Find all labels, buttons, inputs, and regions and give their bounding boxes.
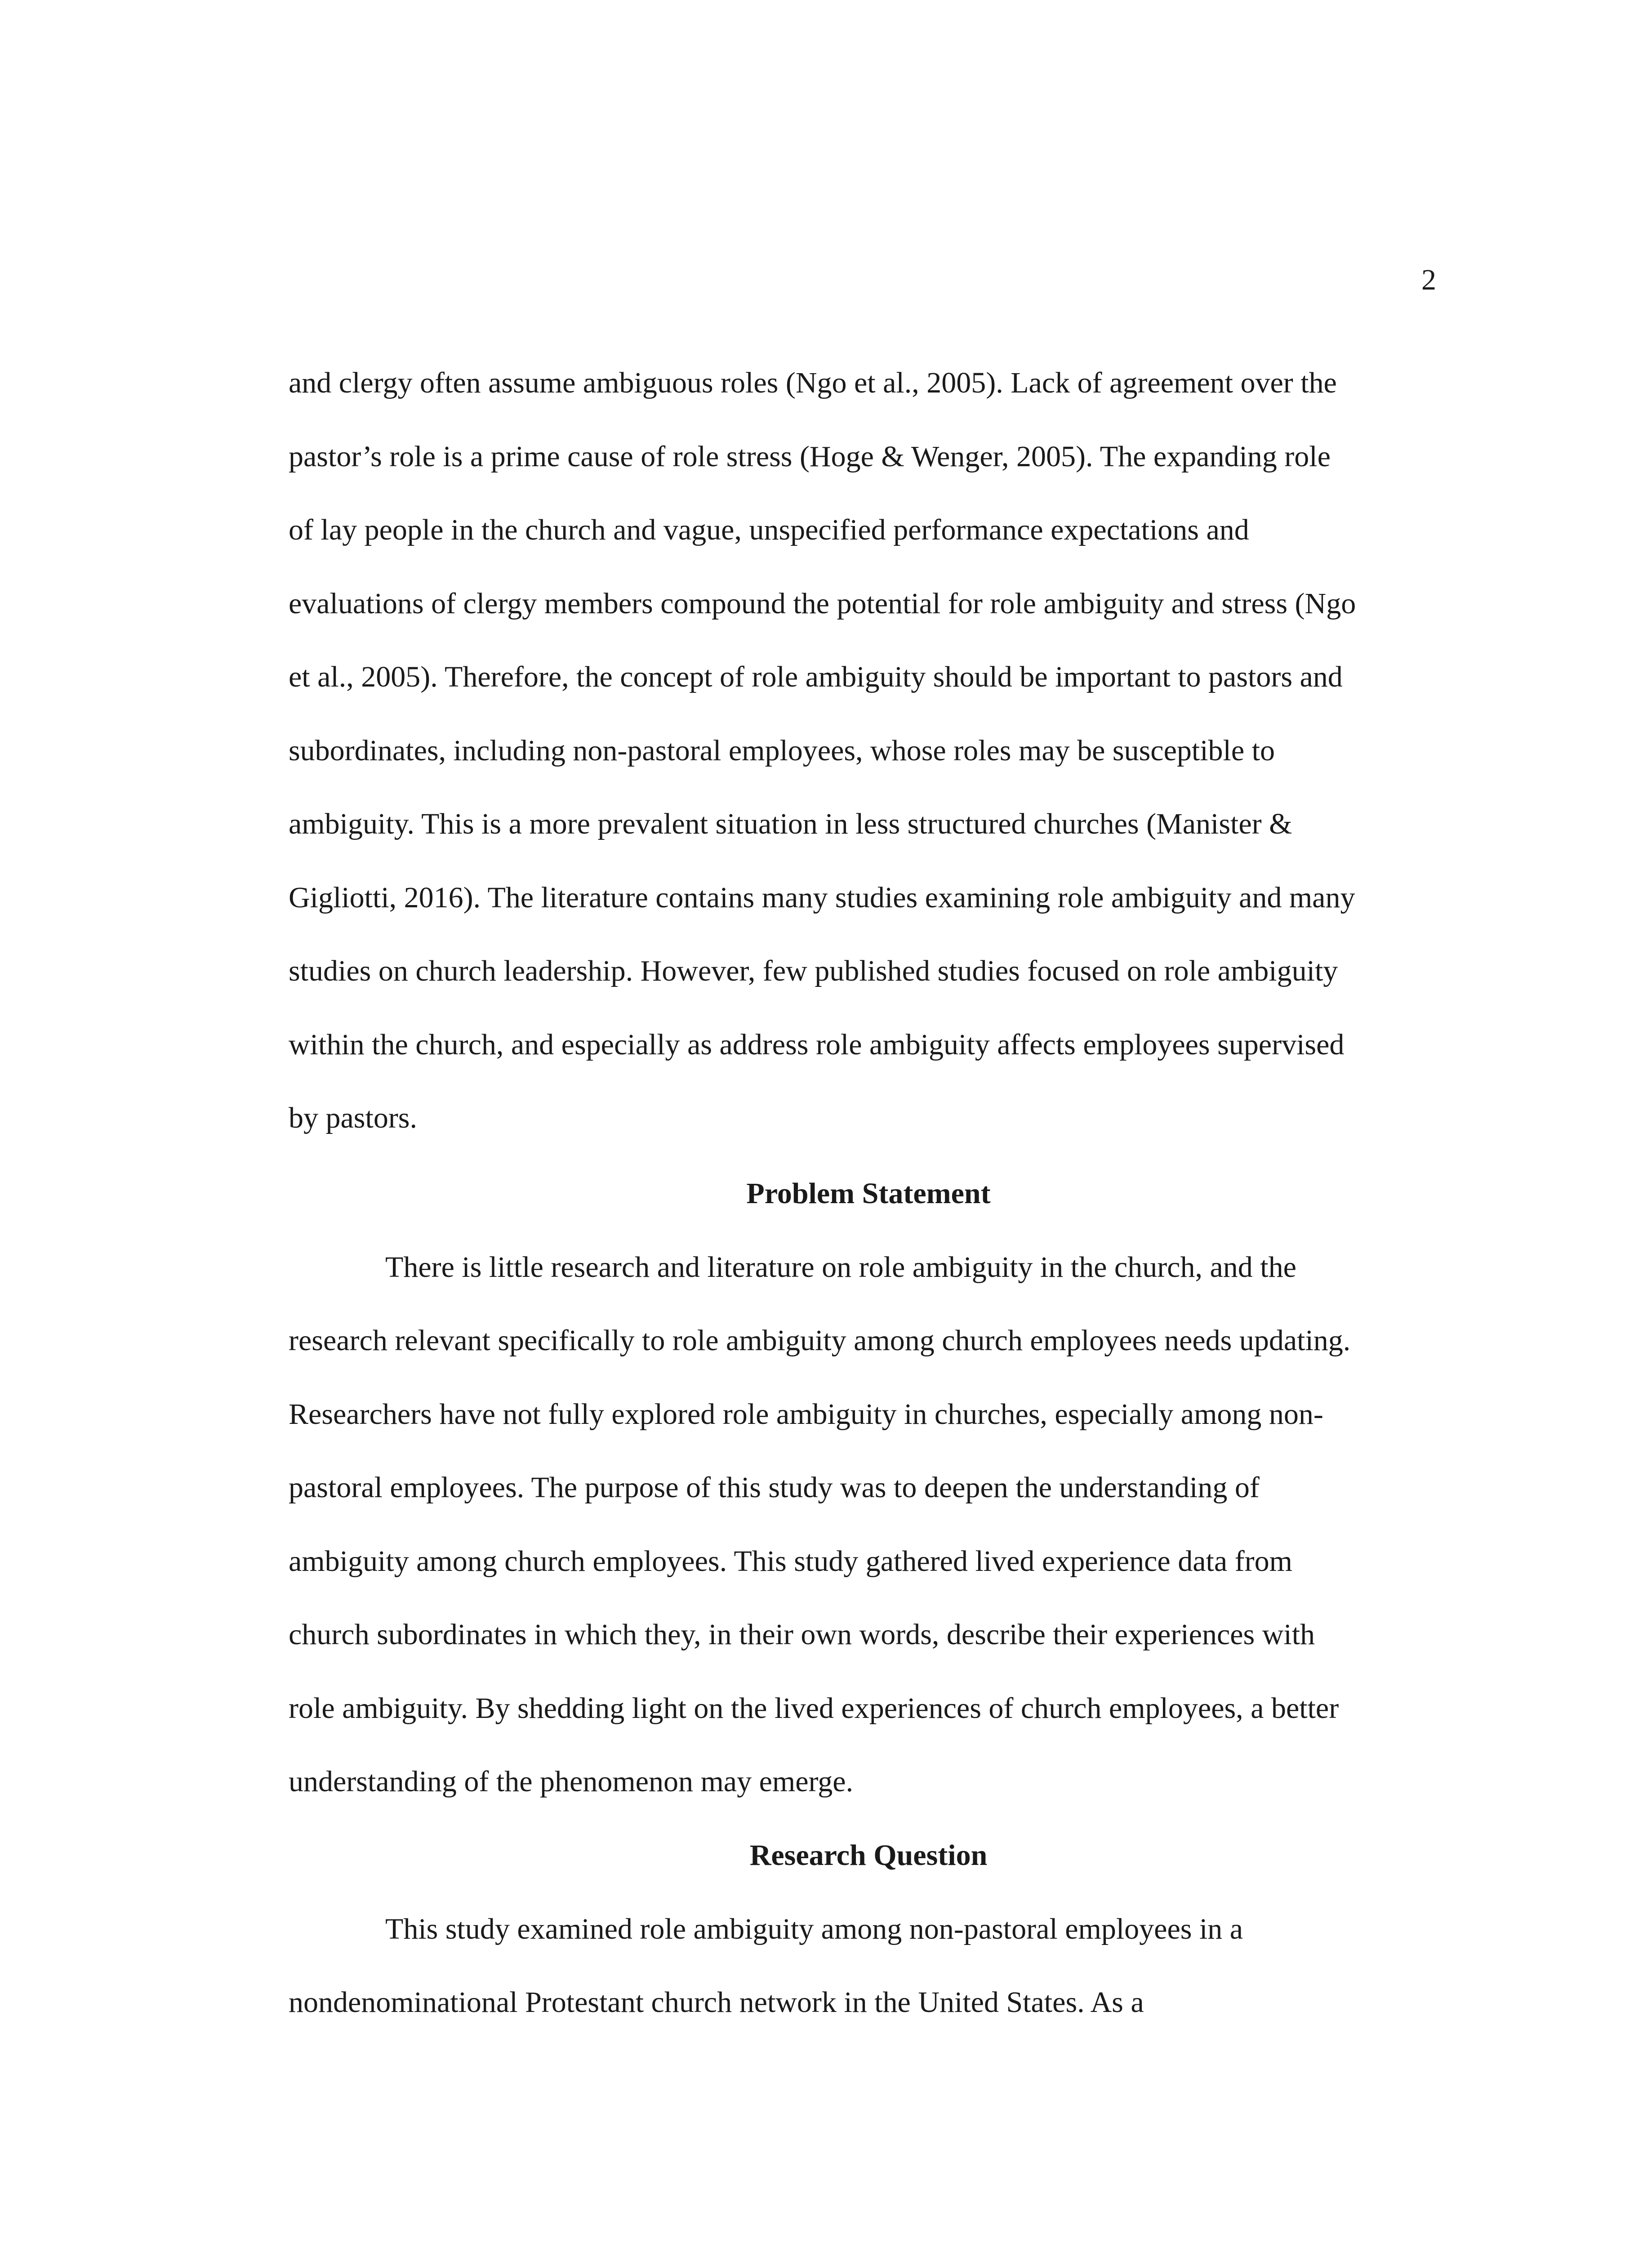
paragraph-line: understanding of the phenomenon may emerge. [289,1765,854,1798]
research-question-section [289,1819,1448,2039]
paragraph-line: within the church, and especially as address role ambiguity affects employees supervised [289,1028,1345,1061]
paragraph-line: nondenominational Protestant church network in the United States. As a [289,1986,1144,2019]
paragraph-line: pastoral employees. The purpose of this study was to deepen the understanding of [289,1471,1260,1504]
paragraph-line: by pastors. [289,1102,417,1134]
paragraph-line: subordinates, including non-pastoral employees, whose roles may be susceptible to [289,734,1275,767]
paragraph-line: ambiguity. This is a more prevalent situation in less structured churches (Manister & [289,807,1292,840]
problem-statement-section [289,1157,1448,1819]
paragraph-line: pastor’s role is a prime cause of role stress (Hoge & Wenger, 2005). The expanding role [289,440,1331,473]
paragraph-line: studies on church leadership. However, few published studies focused on role ambiguity [289,955,1338,987]
paragraph-line: evaluations of clergy members compound the potential for role ambiguity and stress (Ngo [289,587,1356,620]
paragraph-line: et al., 2005). Therefore, the concept of role ambiguity should be important to pastors and [289,660,1343,693]
paragraph-line: ambiguity among church employees. This study gathered lived experience data from [289,1544,1292,1578]
paragraph-line: This study examined role ambiguity among non-pastoral employees in a [385,1912,1243,1945]
paragraph-line: Gigliotti, 2016). The literature contains many studies examining role ambiguity and many [289,881,1355,914]
paragraph-line: Researchers have not fully explored role ambiguity in churches, especially among non- [289,1397,1323,1431]
paragraph-line: church subordinates in which they, in their own words, describe their experiences with [289,1618,1315,1651]
paragraph-line: research relevant specifically to role ambiguity among church employees needs updating. [289,1324,1351,1357]
section-heading-problem-statement: Problem Statement [746,1177,991,1210]
paragraph-line: There is little research and literature on role ambiguity in the church, and the [385,1250,1296,1284]
paragraph-line: and clergy often assume ambiguous roles (Ngo et al., 2005). Lack of agreement over the [289,366,1337,399]
section-heading-research-question: Research Question [749,1839,988,1872]
page-number: 2 [1421,263,1436,296]
paragraph-line: role ambiguity. By shedding light on the lived experiences of church employees, a better [289,1691,1339,1725]
intro-paragraph [289,346,1448,1155]
paragraph-line: of lay people in the church and vague, unspecified performance expectations and [289,513,1249,546]
